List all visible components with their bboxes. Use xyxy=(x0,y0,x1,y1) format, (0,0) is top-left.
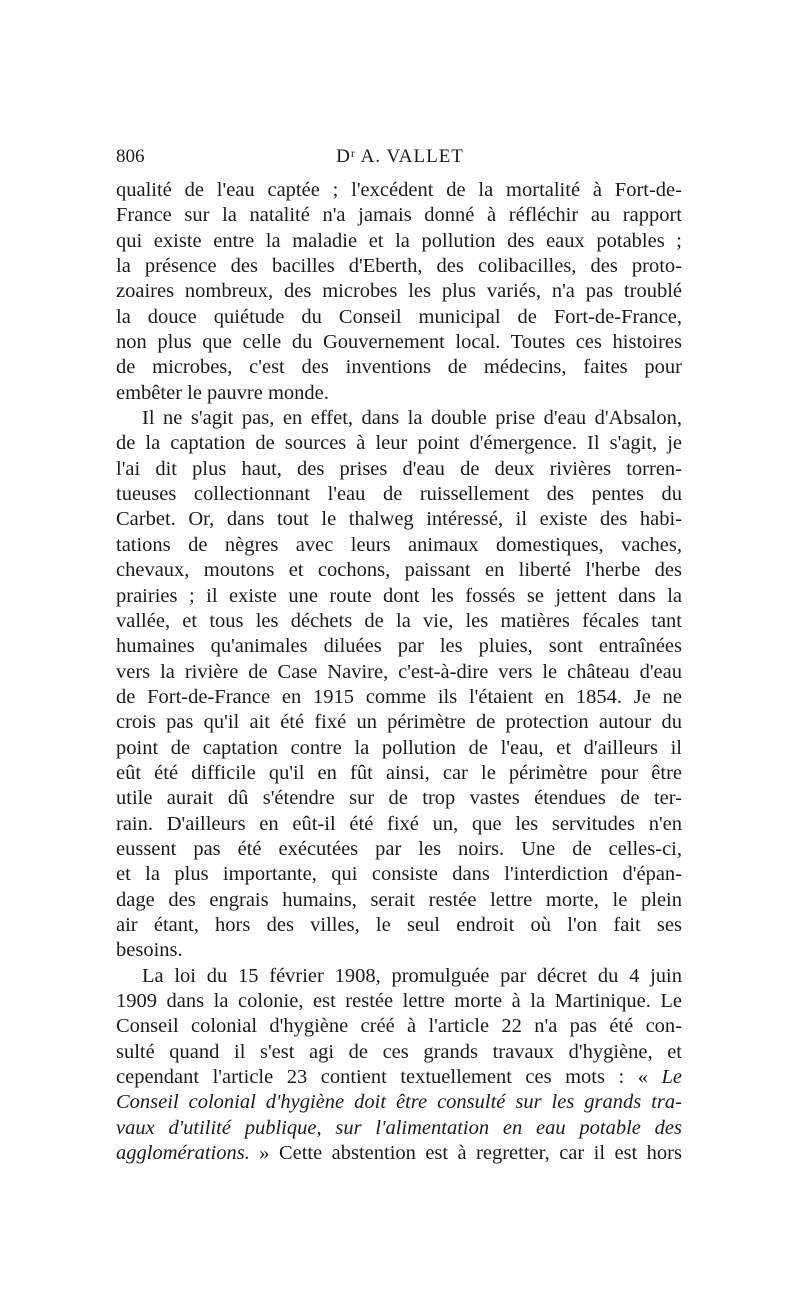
text-line: la douce quiétude du Conseil municipal de Fort-de-France, xyxy=(116,305,682,328)
running-head: Dʳ A. VALLET xyxy=(336,146,464,167)
page-number: 806 xyxy=(116,146,145,167)
text-line: eût été difficile qu'il en fût ainsi, car le périmètre pour être xyxy=(116,761,682,784)
text-line: prairies ; il existe une route dont les fossés se jettent dans la xyxy=(116,584,682,607)
paragraph-3 xyxy=(116,964,682,1167)
text-line: Carbet. Or, dans tout le thalweg intéressé, il existe des habi- xyxy=(116,508,682,531)
text-line: vers la rivière de Case Navire, c'est-à-dire vers le château d'eau xyxy=(116,660,682,683)
quotation-text: Conseil colonial d'hygiène doit être consulté sur les grands tra- xyxy=(116,1091,682,1114)
text-line xyxy=(116,1116,682,1141)
paragraph-2 xyxy=(116,406,682,964)
text-line: humaines qu'animales diluées par les pluies, sont entraînées xyxy=(116,635,682,658)
text-line: embêter le pauvre monde. xyxy=(116,381,329,404)
text-line: dage des engrais humains, serait restée lettre morte, le plein xyxy=(116,888,682,911)
text-line: de Fort-de-France en 1915 comme ils l'étaient en 1854. Je ne xyxy=(116,685,682,708)
body-text xyxy=(116,178,682,1166)
text-line: Conseil colonial d'hygiène créé à l'article 22 n'a pas été con- xyxy=(116,1015,682,1038)
text-line: utile aurait dû s'étendre sur de trop vastes étendues de ter- xyxy=(116,787,682,810)
text-line: de la captation de sources à leur point d'émergence. Il s'agit, je xyxy=(116,432,682,455)
text-line: point de captation contre la pollution de l'eau, et d'ailleurs il xyxy=(116,736,682,759)
page-header xyxy=(116,146,684,172)
text-line xyxy=(116,1141,682,1166)
text-line: rain. D'ailleurs en eût-il été fixé un, que les servitudes n'en xyxy=(116,812,682,835)
text-line: France sur la natalité n'a jamais donné à réfléchir au rapport xyxy=(116,204,682,227)
text-line: qualité de l'eau captée ; l'excédent de la mortalité à Fort-de- xyxy=(116,179,682,201)
text-line: besoins. xyxy=(116,939,183,962)
quotation-text: Le xyxy=(661,1066,682,1089)
text-line xyxy=(116,1065,682,1090)
text-line: chevaux, moutons et cochons, paissant en liberté l'herbe des xyxy=(116,559,682,582)
text-line: crois pas qu'il ait été fixé un périmètre de protection autour du xyxy=(116,711,682,734)
quotation-text: agglomérations. xyxy=(116,1142,250,1165)
text-line: air étant, hors des villes, le seul endroit où l'on fait ses xyxy=(116,913,682,936)
paragraph-1 xyxy=(116,178,682,406)
text-line: tations de nègres avec leurs animaux domestiques, vaches, xyxy=(116,533,682,556)
text-line xyxy=(116,1090,682,1115)
text-line: sulté quand il s'est agi de ces grands travaux d'hygiène, et xyxy=(116,1040,682,1063)
text-line: zoaires nombreux, des microbes les plus variés, n'a pas troublé xyxy=(116,280,682,303)
text-line: eussent pas été exécutées par les noirs. Une de celles-ci, xyxy=(116,837,682,860)
text-line: la présence des bacilles d'Eberth, des colibacilles, des proto- xyxy=(116,255,682,278)
text-line: 1909 dans la colonie, est restée lettre morte à la Martinique. Le xyxy=(116,990,682,1012)
text-line: l'ai dit plus haut, des prises d'eau de deux rivières torren- xyxy=(116,457,682,480)
text-line: tueuses collectionnant l'eau de ruissellement des pentes du xyxy=(116,483,682,506)
text-line: de microbes, c'est des inventions de médecins, faites pour xyxy=(116,356,682,379)
text-run: » Cette abstention est à regretter, car il est hors xyxy=(249,1142,682,1165)
text-line: qui existe entre la maladie et la pollution des eaux potables ; xyxy=(116,229,682,252)
text-line: et la plus importante, qui consiste dans l'interdiction d'épan- xyxy=(116,863,682,886)
text-line: Il ne s'agit pas, en effet, dans la double prise d'eau d'Absalon, xyxy=(142,407,682,430)
text-line: vallée, et tous les déchets de la vie, les matières fécales tant xyxy=(116,609,682,632)
text-run: cependant l'article 23 contient textuellement ces mots : « xyxy=(116,1066,662,1089)
text-line: non plus que celle du Gouvernement local. Toutes ces histoires xyxy=(116,331,682,354)
quotation-text: vaux d'utilité publique, sur l'alimentation en eau potable des xyxy=(116,1116,682,1139)
text-line: La loi du 15 février 1908, promulguée par décret du 4 juin xyxy=(142,964,682,987)
